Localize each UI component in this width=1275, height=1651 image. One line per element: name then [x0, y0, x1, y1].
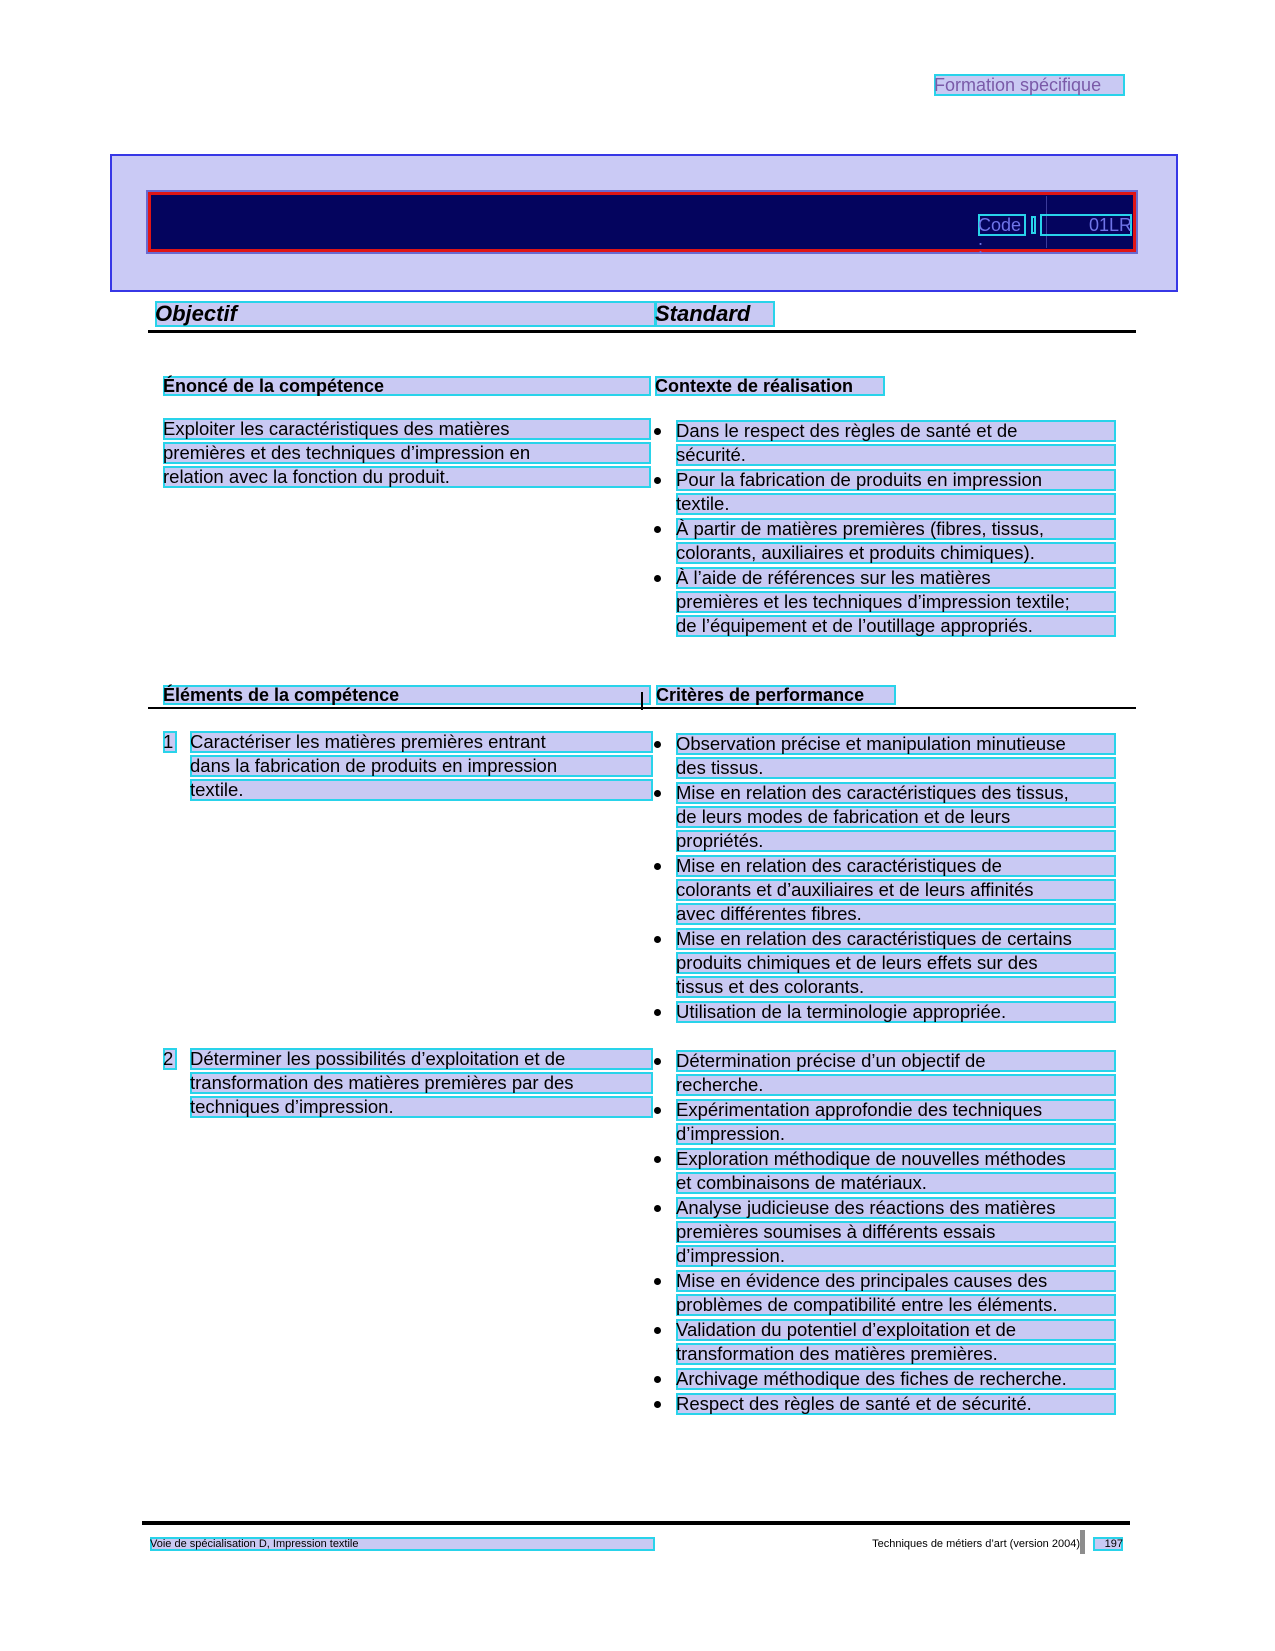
bullet-icon: [651, 1099, 665, 1121]
criterion-line: avec différentes fibres.: [676, 903, 1116, 925]
criterion-line: d’impression.: [676, 1123, 1116, 1145]
bullet-icon: [651, 733, 665, 755]
element-number: 1: [163, 731, 177, 753]
column-heading-objectif: Objectif: [155, 301, 656, 327]
page-number: 197: [1093, 1537, 1123, 1551]
code-value: 01LR: [1040, 214, 1132, 236]
criterion-line: Exploration méthodique de nouvelles méthodes: [676, 1148, 1116, 1170]
bullet-icon: [651, 469, 665, 491]
enonce-line: relation avec la fonction du produit.: [163, 466, 651, 488]
criterion-line: tissus et des colorants.: [676, 976, 1116, 998]
code-label: Code :: [978, 214, 1026, 236]
criterion-line: d’impression.: [676, 1245, 1116, 1267]
enonce-heading: Énoncé de la compétence: [163, 376, 651, 396]
bullet-icon: [651, 1050, 665, 1072]
bullet-icon: [651, 567, 665, 589]
heading-rule: [148, 330, 1136, 333]
element-line: dans la fabrication de produits en impression: [190, 755, 653, 777]
criterion-line: de l’équipement et de l’outillage appropriés.: [676, 615, 1116, 637]
bullet-icon: [651, 420, 665, 442]
bullet-icon: [651, 928, 665, 950]
bullet-icon: [651, 1197, 665, 1219]
footer-rule: [142, 1521, 1130, 1525]
bullet-icon: [651, 1148, 665, 1170]
footer-separator: [1080, 1530, 1085, 1554]
criterion-line: sécurité.: [676, 444, 1116, 466]
criterion-line: problèmes de compatibilité entre les éléments.: [676, 1294, 1116, 1316]
criterion-line: Mise en relation des caractéristiques de: [676, 855, 1116, 877]
criterion-line: Analyse judicieuse des réactions des matières: [676, 1197, 1116, 1219]
enonce-line: Exploiter les caractéristiques des matières: [163, 418, 651, 440]
criterion-line: Archivage méthodique des fiches de recherche.: [676, 1368, 1116, 1390]
criterion-line: transformation des matières premières.: [676, 1343, 1116, 1365]
bullet-icon: [651, 855, 665, 877]
criterion-line: Respect des règles de santé et de sécurité.: [676, 1393, 1116, 1415]
bullet-icon: [651, 1319, 665, 1341]
bullet-icon: [651, 1270, 665, 1292]
criterion-line: colorants et d’auxiliaires et de leurs affinités: [676, 879, 1116, 901]
column-divider: [641, 692, 643, 710]
column-heading-standard: Standard: [655, 301, 775, 327]
criterion-line: de leurs modes de fabrication et de leurs: [676, 806, 1116, 828]
criterion-line: Validation du potentiel d’exploitation et de: [676, 1319, 1116, 1341]
element-line: transformation des matières premières par des: [190, 1072, 653, 1094]
criterion-line: Pour la fabrication de produits en impression: [676, 469, 1116, 491]
criterion-line: et combinaisons de matériaux.: [676, 1172, 1116, 1194]
criterion-line: colorants, auxiliaires et produits chimiques).: [676, 542, 1116, 564]
bullet-icon: [651, 518, 665, 540]
contexte-heading: Contexte de réalisation: [655, 376, 885, 396]
element-line: Déterminer les possibilités d’exploitation et de: [190, 1048, 653, 1070]
element-number: 2: [163, 1048, 177, 1070]
criterion-line: Observation précise et manipulation minutieuse: [676, 733, 1116, 755]
criterion-line: premières et les techniques d’impression textile;: [676, 591, 1116, 613]
criterion-line: Mise en évidence des principales causes des: [676, 1270, 1116, 1292]
criterion-line: Mise en relation des caractéristiques des tissus,: [676, 782, 1116, 804]
bullet-icon: [651, 1393, 665, 1415]
criterion-line: textile.: [676, 493, 1116, 515]
criterion-line: Expérimentation approfondie des techniques: [676, 1099, 1116, 1121]
footer-left: Voie de spécialisation D, Impression textile: [150, 1537, 655, 1551]
element-line: textile.: [190, 779, 653, 801]
footer-right: Techniques de métiers d’art (version 2004): [872, 1538, 1080, 1550]
enonce-line: premières et des techniques d’impression en: [163, 442, 651, 464]
criterion-line: À l’aide de références sur les matières: [676, 567, 1116, 589]
criterion-line: Détermination précise d’un objectif de: [676, 1050, 1116, 1072]
criterion-line: propriétés.: [676, 830, 1116, 852]
bullet-icon: [651, 1001, 665, 1023]
element-line: Caractériser les matières premières entrant: [190, 731, 653, 753]
section-header: Formation spécifique: [934, 74, 1125, 96]
criterion-line: À partir de matières premières (fibres, tissus,: [676, 518, 1116, 540]
criterion-line: Dans le respect des règles de santé et de: [676, 420, 1116, 442]
criteres-heading: Critères de performance: [656, 685, 896, 705]
criterion-line: des tissus.: [676, 757, 1116, 779]
criterion-line: premières soumises à différents essais: [676, 1221, 1116, 1243]
code-separator: [1031, 216, 1036, 234]
elements-heading: Éléments de la compétence: [163, 685, 651, 705]
bullet-icon: [651, 782, 665, 804]
element-line: techniques d’impression.: [190, 1096, 653, 1118]
criterion-line: Utilisation de la terminologie appropriée.: [676, 1001, 1116, 1023]
criterion-line: produits chimiques et de leurs effets sur des: [676, 952, 1116, 974]
criterion-line: recherche.: [676, 1074, 1116, 1096]
criterion-line: Mise en relation des caractéristiques de certains: [676, 928, 1116, 950]
bullet-icon: [651, 1368, 665, 1390]
